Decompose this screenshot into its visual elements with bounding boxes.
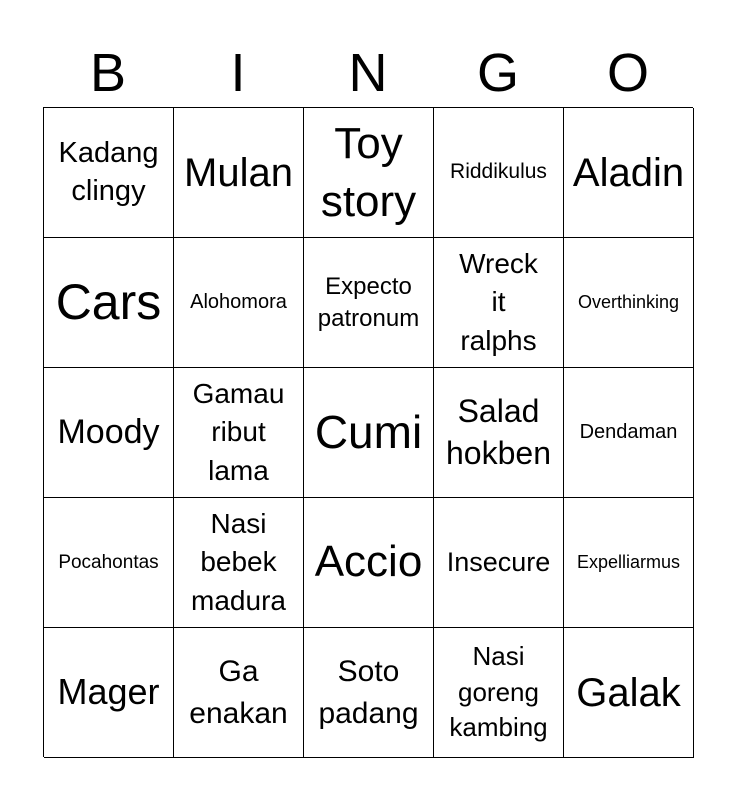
header-letter-g: G — [476, 43, 519, 103]
header-letter-o: O — [606, 43, 649, 103]
cell-text: Nasi bebek madura — [191, 507, 286, 616]
bingo-cell-r4-c2[interactable] — [174, 498, 304, 628]
cell-text: Gamau ribut lama — [192, 377, 285, 486]
bingo-cell-r1-c2[interactable] — [174, 108, 304, 238]
cell-text: Galak — [576, 670, 681, 715]
bingo-cell-r4-c3[interactable] — [304, 498, 434, 628]
bingo-cell-r5-c4[interactable] — [434, 628, 564, 758]
bingo-cell-r1-c3[interactable] — [304, 108, 434, 238]
bingo-cell-r4-c1[interactable] — [44, 498, 174, 628]
cell-text: Alohomora — [190, 291, 287, 313]
bingo-cell-r5-c3[interactable] — [304, 628, 434, 758]
cell-text: Salad hokben — [446, 392, 551, 471]
header-letter-n: N — [348, 43, 388, 103]
cell-text: Expecto patronum — [317, 273, 420, 332]
cell-text: Ga enakan — [189, 655, 288, 730]
bingo-cell-r3-c4[interactable] — [434, 368, 564, 498]
cell-text: Soto padang — [318, 655, 419, 730]
header-letter-i: I — [230, 43, 246, 103]
bingo-cell-r2-c5[interactable] — [564, 238, 694, 368]
cell-text: Accio — [314, 537, 423, 587]
bingo-cell-r4-c5[interactable] — [564, 498, 694, 628]
bingo-cell-r5-c2[interactable] — [174, 628, 304, 758]
bingo-cell-r5-c5[interactable] — [564, 628, 694, 758]
bingo-header — [43, 40, 693, 106]
bingo-cell-r3-c2[interactable] — [174, 368, 304, 498]
cell-text: Moody — [57, 413, 160, 452]
bingo-cell-r2-c1[interactable] — [44, 238, 174, 368]
bingo-cell-r3-c3[interactable] — [304, 368, 434, 498]
bingo-board — [43, 107, 693, 757]
bingo-cell-r1-c5[interactable] — [564, 108, 694, 238]
bingo-cell-r5-c1[interactable] — [44, 628, 174, 758]
bingo-cell-r1-c4[interactable] — [434, 108, 564, 238]
cell-text: Overthinking — [577, 292, 680, 313]
bingo-cell-r2-c2[interactable] — [174, 238, 304, 368]
cell-text: Dendaman — [579, 421, 678, 443]
cell-text: Pocahontas — [58, 551, 159, 573]
bingo-cell-r4-c4[interactable] — [434, 498, 564, 628]
bingo-cell-r2-c4[interactable] — [434, 238, 564, 368]
cell-text: Insecure — [446, 546, 551, 577]
bingo-cell-r3-c1[interactable] — [44, 368, 174, 498]
cell-text: Cumi — [314, 406, 423, 459]
cell-text: Expelliarmus — [576, 552, 681, 573]
header-letter-b: B — [89, 43, 127, 103]
cell-text: Cars — [55, 274, 162, 330]
cell-text: Mager — [57, 671, 160, 713]
cell-text: Wreck it ralphs — [459, 247, 538, 356]
cell-text: Kadang clingy — [58, 136, 159, 207]
cell-text: Nasi goreng kambing — [449, 640, 548, 743]
cell-text: Riddikulus — [450, 160, 547, 184]
cell-text: Mulan — [184, 150, 293, 195]
bingo-cell-r2-c3[interactable] — [304, 238, 434, 368]
bingo-cell-r3-c5[interactable] — [564, 368, 694, 498]
cell-text: Toy story — [320, 119, 417, 226]
bingo-cell-r1-c1[interactable] — [44, 108, 174, 238]
cell-text: Aladin — [572, 150, 685, 195]
